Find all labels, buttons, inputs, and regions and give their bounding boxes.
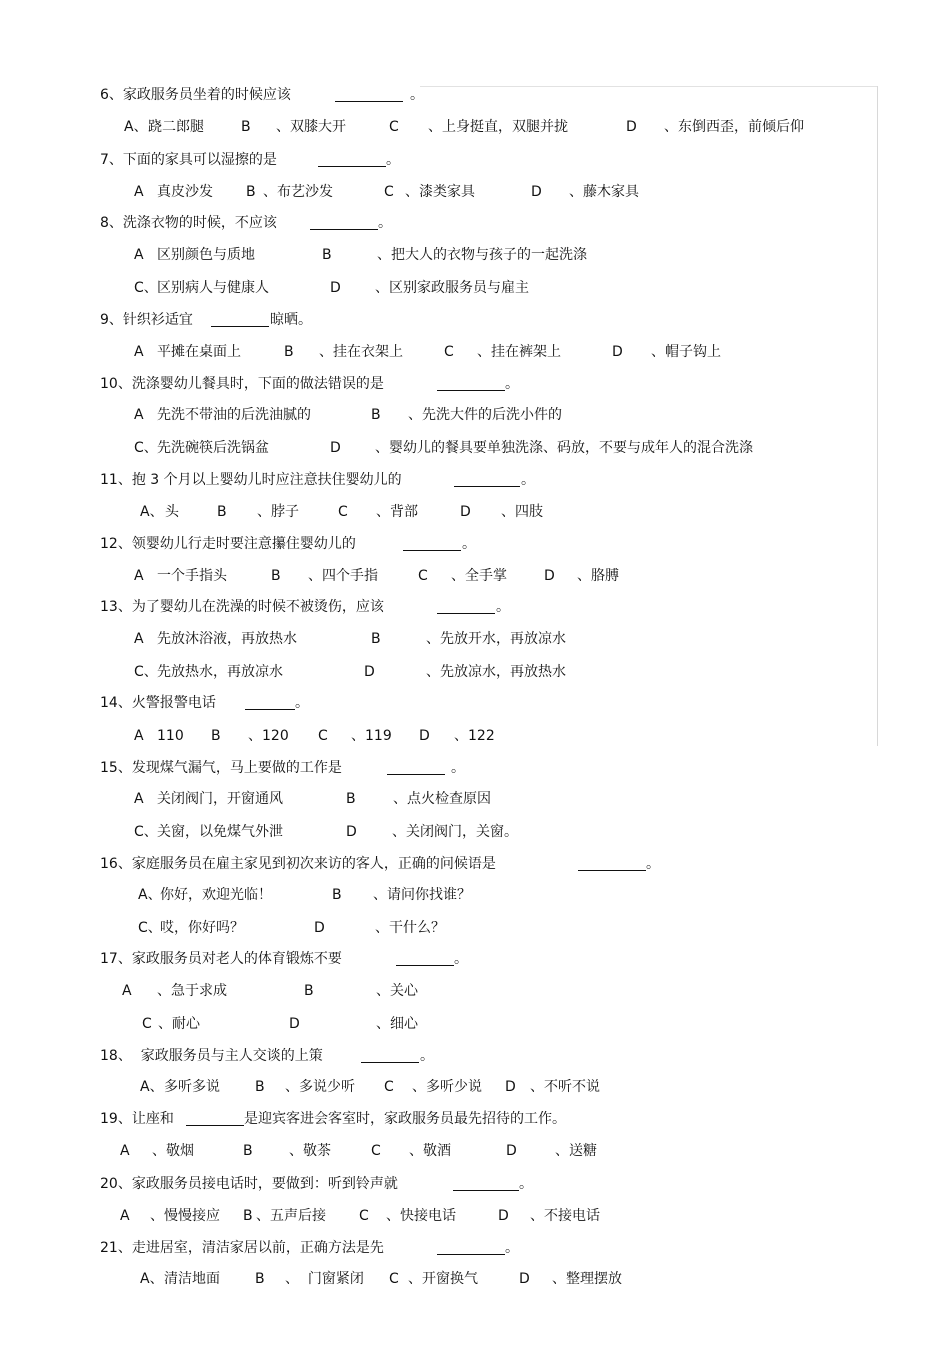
question-stem: 8、洗涤衣物的时候，不应该 — [100, 215, 277, 231]
question-stem-tail: 。 — [378, 215, 392, 231]
answer-blank[interactable] — [578, 856, 646, 871]
option-letter: B — [243, 1143, 253, 1159]
option-letter: C — [359, 1208, 369, 1224]
question-stem-tail: 是迎宾客进会客室时，家政服务员最先招待的工作。 — [244, 1111, 566, 1127]
option-letter: C — [418, 568, 428, 584]
option-text: 、五声后接 — [256, 1208, 326, 1224]
answer-blank[interactable] — [211, 312, 269, 327]
option-text: 一个手指头 — [157, 568, 227, 584]
answer-blank[interactable] — [387, 760, 445, 775]
option-letter: C — [384, 1079, 394, 1095]
question-stem-tail: 。 — [386, 152, 400, 168]
option-letter: C、 — [134, 664, 158, 680]
question-stem: 11、抱 3 个月以上婴幼儿时应注意扶住婴幼儿的 — [100, 472, 402, 488]
option-text: 、120 — [248, 728, 289, 744]
option-text: 你好，欢迎光临！ — [160, 887, 272, 903]
option-letter: A — [120, 1143, 130, 1159]
option-letter: B — [241, 119, 251, 135]
option-text: 、 门窗紧闭 — [285, 1271, 364, 1287]
page-frame-right-border — [877, 86, 878, 746]
answer-blank[interactable] — [361, 1048, 419, 1063]
option-text: 、挂在裤架上 — [477, 344, 561, 360]
question-stem: 12、领婴幼儿行走时要注意攥住婴幼儿的 — [100, 536, 356, 552]
option-text: 、敬烟 — [152, 1143, 194, 1159]
option-text: 、帽子钩上 — [651, 344, 721, 360]
option-text: 、敬茶 — [289, 1143, 331, 1159]
option-text: 、全手掌 — [451, 568, 507, 584]
answer-blank[interactable] — [318, 152, 386, 167]
question-stem: 21、走进居室，清洁家居以前，正确方法是先 — [100, 1240, 384, 1256]
option-letter: C — [389, 1271, 399, 1287]
question-stem-tail: 。 — [519, 1176, 533, 1192]
option-text: 、119 — [351, 728, 392, 744]
option-letter: A — [134, 407, 144, 423]
option-text: 、敬酒 — [409, 1143, 451, 1159]
question-stem-tail: 。 — [521, 472, 535, 488]
option-letter: C、 — [138, 920, 162, 936]
option-text: 、开窗换气 — [408, 1271, 478, 1287]
option-text: 、东倒西歪，前倾后仰 — [664, 119, 804, 135]
option-letter: A — [134, 344, 144, 360]
option-text: 、整理摆放 — [552, 1271, 622, 1287]
option-text: 、不接电话 — [530, 1208, 600, 1224]
question-stem-tail: 。 — [505, 1240, 519, 1256]
option-letter: A — [134, 728, 144, 744]
option-letter: C — [338, 504, 348, 520]
option-letter: B — [271, 568, 281, 584]
answer-blank[interactable] — [403, 536, 461, 551]
option-text: 、区别家政服务员与雇主 — [375, 280, 529, 296]
question-stem: 19、让座和 — [100, 1111, 174, 1127]
option-text: 、急于求成 — [157, 983, 227, 999]
option-letter: D — [364, 664, 375, 680]
option-text: 、先放开水，再放凉水 — [426, 631, 566, 647]
option-text: 、不听不说 — [530, 1079, 600, 1095]
question-stem-tail: 。 — [496, 599, 510, 615]
option-letter: C — [444, 344, 454, 360]
option-text: 跷二郎腿 — [148, 119, 204, 135]
option-text: 清洁地面 — [164, 1271, 220, 1287]
answer-blank[interactable] — [310, 215, 378, 230]
option-text: 、挂在衣架上 — [319, 344, 403, 360]
answer-blank[interactable] — [437, 599, 495, 614]
question-stem-tail: 。 — [295, 695, 309, 711]
question-stem: 13、为了婴幼儿在洗澡的时候不被烫伤，应该 — [100, 599, 384, 615]
option-letter: A、 — [140, 1079, 164, 1095]
option-letter: B — [371, 631, 381, 647]
question-stem-tail: 。 — [451, 760, 465, 776]
option-letter: A — [134, 184, 144, 200]
page-frame-top-border — [420, 86, 878, 87]
question-stem-tail: 。 — [454, 951, 468, 967]
option-letter: B — [304, 983, 314, 999]
option-letter: D — [626, 119, 637, 135]
option-text: 110 — [157, 728, 184, 744]
option-text: 、漆类家具 — [405, 184, 475, 200]
option-letter: B — [255, 1079, 265, 1095]
option-text: 先放热水，再放凉水 — [157, 664, 283, 680]
option-text: 、122 — [454, 728, 495, 744]
option-letter: B — [346, 791, 356, 807]
option-letter: D — [544, 568, 555, 584]
option-text: 、慢慢接应 — [150, 1208, 220, 1224]
option-letter: D — [330, 440, 341, 456]
option-letter: A — [134, 247, 144, 263]
option-text: 、快接电话 — [386, 1208, 456, 1224]
option-text: 、藤木家具 — [569, 184, 639, 200]
option-text: 、关闭阀门，关窗。 — [392, 824, 518, 840]
option-text: 、脖子 — [257, 504, 299, 520]
question-stem-tail: 晾晒。 — [270, 312, 312, 328]
option-letter: C、 — [134, 440, 158, 456]
option-letter: B — [322, 247, 332, 263]
option-letter: D — [531, 184, 542, 200]
option-letter: A — [120, 1208, 130, 1224]
option-text: 、关心 — [376, 983, 418, 999]
option-letter: B — [255, 1271, 265, 1287]
option-letter: B — [284, 344, 294, 360]
option-text: 头 — [165, 504, 179, 520]
question-stem-tail: 。 — [646, 856, 660, 872]
option-letter: A、 — [140, 1271, 164, 1287]
option-letter: D — [419, 728, 430, 744]
answer-blank[interactable] — [335, 87, 403, 102]
option-text: 、上身挺直，双腿并拢 — [428, 119, 568, 135]
option-text: 、先洗大件的后洗小件的 — [408, 407, 562, 423]
option-text: 、胳膊 — [577, 568, 619, 584]
option-letter: D — [289, 1016, 300, 1032]
option-letter: A、 — [138, 887, 162, 903]
option-text: 、耐心 — [158, 1016, 200, 1032]
option-letter: D — [498, 1208, 509, 1224]
option-text: 、先放凉水，再放热水 — [426, 664, 566, 680]
option-letter: A — [122, 983, 132, 999]
answer-blank[interactable] — [454, 472, 520, 487]
option-text: 平摊在桌面上 — [157, 344, 241, 360]
option-letter: A、 — [140, 504, 164, 520]
option-text: 关闭阀门，开窗通风 — [157, 791, 283, 807]
question-stem: 16、家庭服务员在雇主家见到初次来访的客人，正确的问候语是 — [100, 856, 496, 872]
option-letter: D — [505, 1079, 516, 1095]
option-letter: D — [519, 1271, 530, 1287]
answer-blank[interactable] — [245, 695, 295, 710]
option-letter: B — [246, 184, 256, 200]
option-text: 多听多说 — [164, 1079, 220, 1095]
option-text: 、多听少说 — [412, 1079, 482, 1095]
question-stem: 14、火警报警电话 — [100, 695, 216, 711]
question-stem: 18、 家政服务员与主人交谈的上策 — [100, 1048, 323, 1064]
option-letter: D — [506, 1143, 517, 1159]
question-stem-tail: 。 — [462, 536, 476, 552]
option-text: 区别病人与健康人 — [157, 280, 269, 296]
option-letter: D — [612, 344, 623, 360]
question-stem: 20、家政服务员接电话时，要做到：听到铃声就 — [100, 1176, 398, 1192]
option-letter: B — [371, 407, 381, 423]
option-text: 、双膝大开 — [276, 119, 346, 135]
question-stem: 15、发现煤气漏气，马上要做的工作是 — [100, 760, 342, 776]
question-stem-tail: 。 — [505, 376, 519, 392]
answer-blank[interactable] — [437, 376, 505, 391]
answer-blank[interactable] — [396, 951, 454, 966]
question-stem-tail: 。 — [420, 1048, 434, 1064]
option-letter: D — [314, 920, 325, 936]
answer-blank[interactable] — [186, 1111, 244, 1126]
option-text: 、点火检查原因 — [393, 791, 491, 807]
option-text: 、细心 — [376, 1016, 418, 1032]
option-letter: C、 — [134, 824, 158, 840]
option-letter: A — [134, 631, 144, 647]
option-letter: D — [346, 824, 357, 840]
question-stem: 17、家政服务员对老人的体育锻炼不要 — [100, 951, 342, 967]
option-letter: C — [371, 1143, 381, 1159]
option-text: 先洗碗筷后洗锅盆 — [157, 440, 269, 456]
option-text: 、婴幼儿的餐具要单独洗涤、码放，不要与成年人的混合洗涤 — [375, 440, 753, 456]
option-text: 、布艺沙发 — [263, 184, 333, 200]
option-text: 先放沐浴液，再放热水 — [157, 631, 297, 647]
question-stem-tail: 。 — [410, 87, 424, 103]
option-text: 真皮沙发 — [157, 184, 213, 200]
option-text: 、多说少听 — [285, 1079, 355, 1095]
option-letter: C、 — [134, 280, 158, 296]
option-letter: A — [134, 791, 144, 807]
option-text: 、背部 — [376, 504, 418, 520]
question-stem: 10、洗涤婴幼儿餐具时，下面的做法错误的是 — [100, 376, 384, 392]
option-letter: B — [217, 504, 227, 520]
option-text: 、干什么？ — [375, 920, 445, 936]
option-letter: A、 — [124, 119, 148, 135]
answer-blank[interactable] — [437, 1240, 505, 1255]
option-letter: D — [330, 280, 341, 296]
option-letter: A — [134, 568, 144, 584]
option-letter: B — [211, 728, 221, 744]
option-text: 哎，你好吗？ — [160, 920, 244, 936]
option-letter: D — [460, 504, 471, 520]
question-stem: 9、针织衫适宜 — [100, 312, 193, 328]
option-letter: B — [243, 1208, 253, 1224]
option-text: 、请问你找谁？ — [373, 887, 471, 903]
option-letter: C — [318, 728, 328, 744]
option-letter: C — [384, 184, 394, 200]
question-stem: 6、家政服务员坐着的时候应该 — [100, 87, 291, 103]
option-letter: B — [332, 887, 342, 903]
option-text: 先洗不带油的后洗油腻的 — [157, 407, 311, 423]
option-text: 关窗，以免煤气外泄 — [157, 824, 283, 840]
option-text: 、把大人的衣物与孩子的一起洗涤 — [377, 247, 587, 263]
question-stem: 7、下面的家具可以湿擦的是 — [100, 152, 277, 168]
option-text: 、四肢 — [501, 504, 543, 520]
answer-blank[interactable] — [453, 1176, 519, 1191]
option-text: 、送糖 — [555, 1143, 597, 1159]
option-letter: C — [142, 1016, 152, 1032]
option-text: 、四个手指 — [308, 568, 378, 584]
option-text: 区别颜色与质地 — [157, 247, 255, 263]
option-letter: C — [389, 119, 399, 135]
